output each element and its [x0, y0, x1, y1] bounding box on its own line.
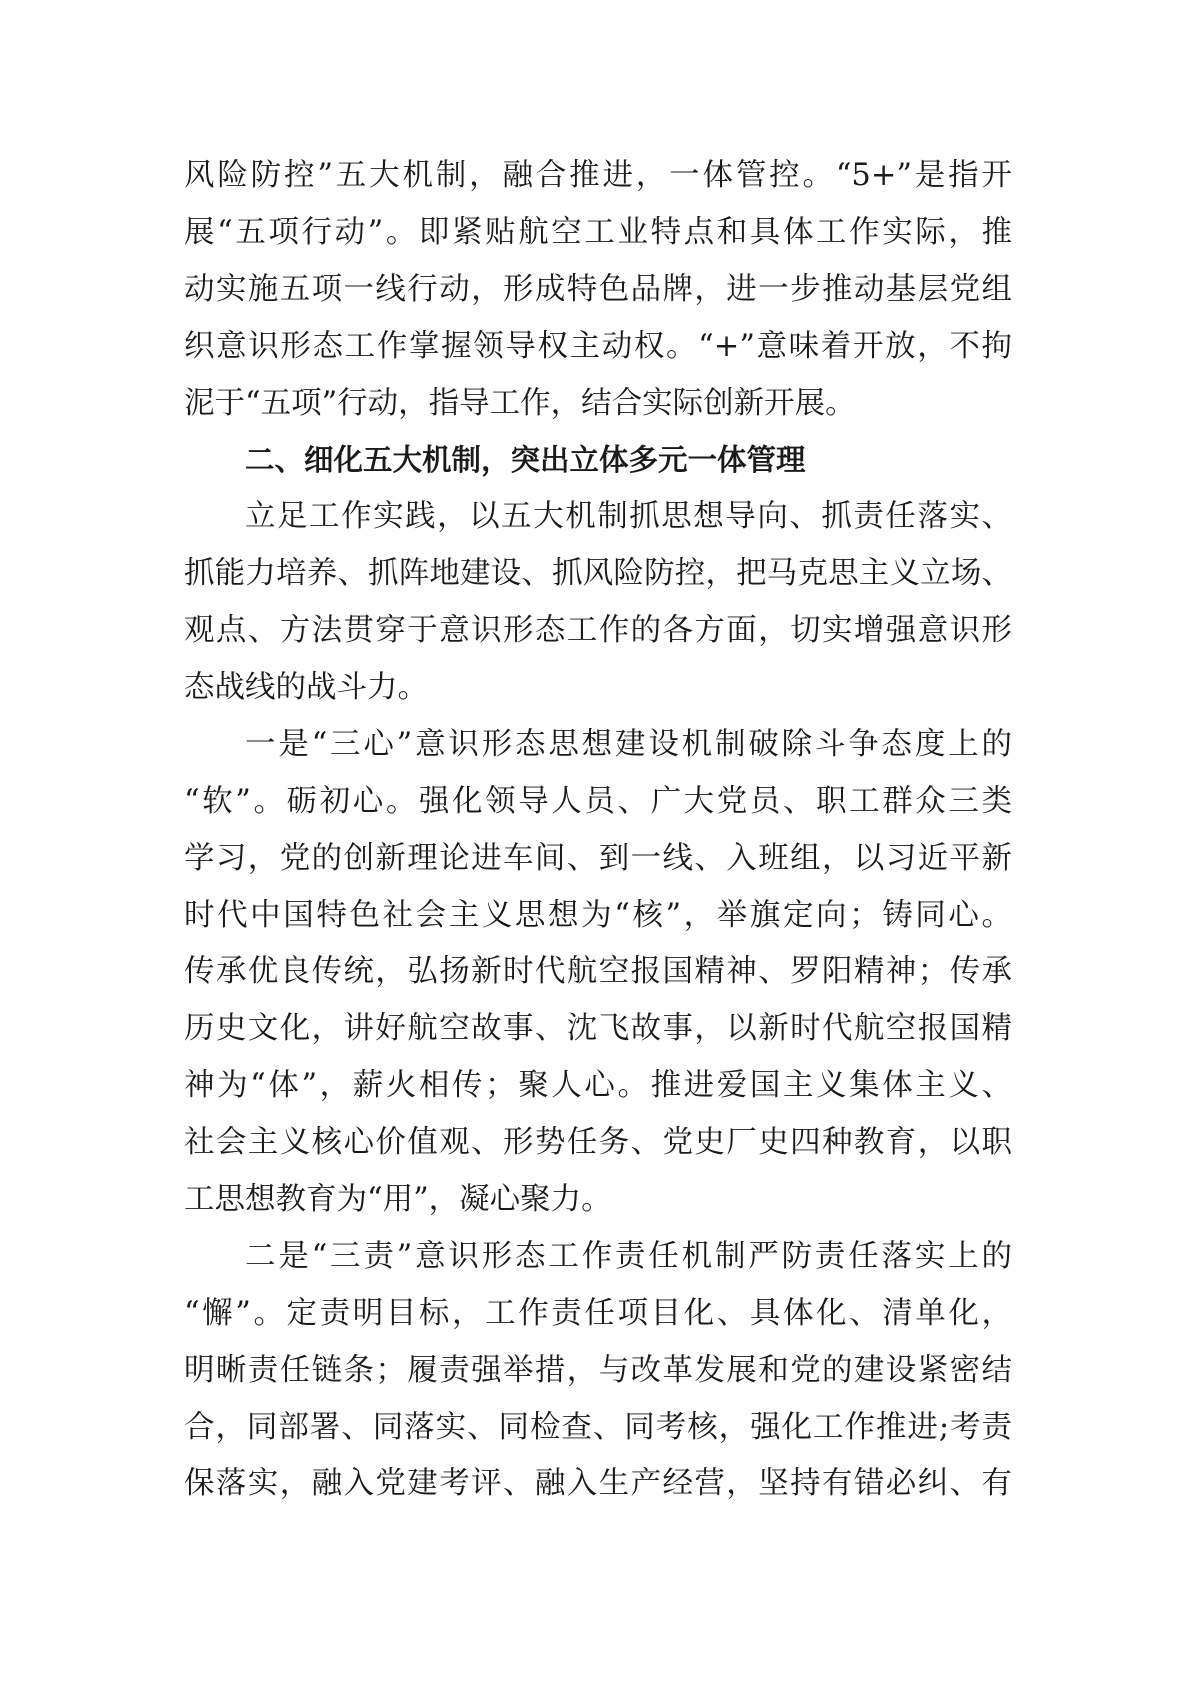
- text-line: 展“五项行动”。即紧贴航空工业特点和具体工作实际，推: [184, 214, 1012, 250]
- section-heading: 二、细化五大机制，突出立体多元一体管理: [245, 443, 806, 478]
- text-line: “软”。砺初心。强化领导人员、广大党员、职工群众三类: [184, 783, 1012, 819]
- text-line: 时代中国特色社会主义思想为“核”，举旗定向；铸同心。: [184, 897, 1012, 933]
- text-line: 神为“体”，薪火相传；聚人心。推进爱国主义集体主义、: [184, 1068, 1012, 1104]
- text-line: 历史文化，讲好航空故事、沈飞故事，以新时代航空报国精: [184, 1011, 1012, 1047]
- text-line: 社会主义核心价值观、形势任务、党史厂史四种教育，以职: [184, 1125, 1012, 1161]
- text-line: 织意识形态工作掌握领导权主动权。“+”意味着开放，不拘: [184, 328, 1012, 364]
- text-line: 合，同部署、同落实、同检查、同考核，强化工作推进;考责: [184, 1409, 1012, 1445]
- text-line: 风险防控”五大机制，融合推进，一体管控。“5+”是指开: [184, 158, 1012, 193]
- text-line: 二是“三责”意识形态工作责任机制严防责任落实上的: [245, 1238, 1012, 1274]
- text-line: 保落实，融入党建考评、融入生产经营，坚持有错必纠、有: [184, 1466, 1012, 1502]
- text-line: 动实施五项一线行动，形成特色品牌，进一步推动基层党组: [184, 271, 1012, 307]
- text-line: 工思想教育为“用”，凝心聚力。: [184, 1182, 612, 1218]
- text-line: 学习，党的创新理论进车间、到一线、入班组，以习近平新: [184, 840, 1012, 876]
- text-line: 一是“三心”意识形态思想建设机制破除斗争态度上的: [245, 726, 1012, 762]
- text-line: 明晰责任链条；履责强举措，与改革发展和党的建设紧密结: [184, 1352, 1012, 1388]
- document-body: [184, 148, 1012, 1513]
- text-line: “懈”。定责明目标，工作责任项目化、具体化、清单化，: [184, 1295, 1012, 1331]
- text-line: 泥于“五项”行动，指导工作，结合实际创新开展。: [184, 385, 856, 421]
- text-line: 观点、方法贯穿于意识形态工作的各方面，切实增强意识形: [184, 613, 1012, 649]
- text-line: 立足工作实践，以五大机制抓思想导向、抓责任落实、: [245, 499, 1012, 535]
- text-line: 传承优良传统，弘扬新时代航空报国精神、罗阳精神；传承: [184, 954, 1012, 990]
- text-line: 态战线的战斗力。: [184, 670, 428, 706]
- text-line: 抓能力培养、抓阵地建设、抓风险防控，把马克思主义立场、: [184, 556, 1012, 592]
